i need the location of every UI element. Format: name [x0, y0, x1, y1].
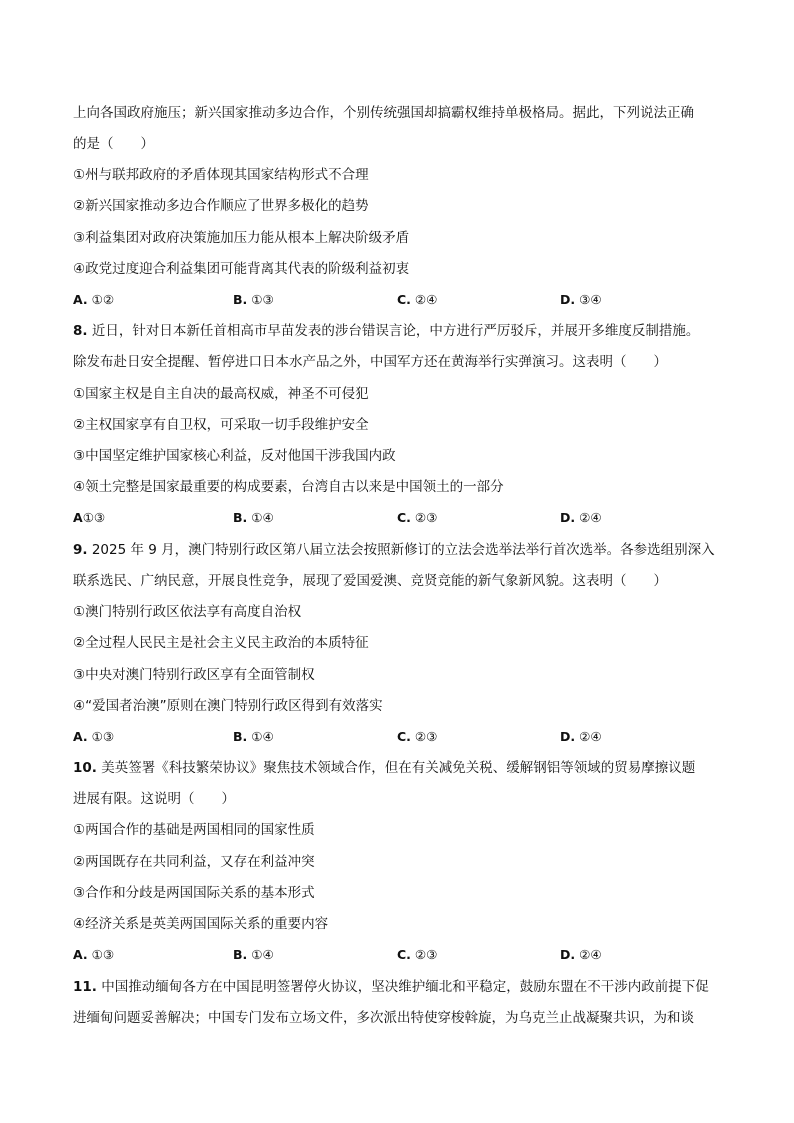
- q10-stem-line-2: 进展有限。这说明（ ）: [73, 791, 235, 807]
- q9-stem-line-2: 联系选民、广纳民意，开展良性竞争，展现了爱国爱澳、竞贤竞能的新气象新风貌。这表明（ ）: [73, 573, 667, 589]
- q7-item-4: ④政党过度迎合利益集团可能背离其代表的阶级利益初衷: [73, 261, 410, 277]
- q7-option-d[interactable]: D. ③④: [560, 292, 602, 307]
- q8-stem-line-2: 除发布赴日安全提醒、暂停进口日本水产品之外，中国军方还在黄海举行实弹演习。这表明（ ）: [73, 354, 667, 370]
- q10-item-3: ③合作和分歧是两国国际关系的基本形式: [73, 885, 315, 901]
- q8-option-d[interactable]: D. ②④: [560, 510, 602, 525]
- q10-item-4: ④经济关系是英美两国国际关系的重要内容: [73, 916, 329, 932]
- q11-stem-line-1: 11. 中国推动缅甸各方在中国昆明签署停火协议，坚决维护缅北和平稳定，鼓励东盟在不干涉内政前提下促: [73, 979, 709, 995]
- q9-item-4: ④“爱国者治澳”原则在澳门特别行政区得到有效落实: [73, 698, 383, 714]
- q8-option-a[interactable]: A①③: [73, 510, 106, 525]
- q9-item-2: ②全过程人民民主是社会主义民主政治的本质特征: [73, 635, 369, 651]
- q7-item-2: ②新兴国家推动多边合作顺应了世界多极化的趋势: [73, 198, 369, 214]
- q7-item-1: ①州与联邦政府的矛盾体现其国家结构形式不合理: [73, 167, 369, 183]
- q8-number: 8.: [73, 323, 88, 339]
- q9-option-b[interactable]: B. ①④: [233, 729, 274, 744]
- q8-item-4: ④领土完整是国家最重要的构成要素，台湾自古以来是中国领土的一部分: [73, 479, 504, 495]
- q9-option-a[interactable]: A. ①③: [73, 729, 115, 744]
- q9-item-1: ①澳门特别行政区依法享有高度自治权: [73, 604, 302, 620]
- q10-option-c[interactable]: C. ②③: [397, 947, 438, 962]
- q9-item-3: ③中央对澳门特别行政区享有全面管制权: [73, 667, 315, 683]
- q11-number: 11.: [73, 979, 97, 995]
- q8-stem-line-1: 8. 近日，针对日本新任首相高市早苗发表的涉台错误言论，中方进行严厉驳斥，并展开多维度反制措施。: [73, 323, 700, 339]
- q8-option-c[interactable]: C. ②③: [397, 510, 438, 525]
- q10-option-d[interactable]: D. ②④: [560, 947, 602, 962]
- q9-option-c[interactable]: C. ②③: [397, 729, 438, 744]
- q9-stem-line-1: 9. 2025 年 9 月，澳门特别行政区第八届立法会按照新修订的立法会选举法举行首次选举。各参选组别深入: [73, 542, 715, 558]
- q10-number: 10.: [73, 760, 97, 776]
- q7-option-c[interactable]: C. ②④: [397, 292, 438, 307]
- q10-stem-line-1: 10. 美英签署《科技繁荣协议》聚焦技术领域合作，但在有关减免关税、缓解钢铝等领域的贸易摩擦议题: [73, 760, 696, 776]
- q7-option-a[interactable]: A. ①②: [73, 292, 115, 307]
- q7-item-3: ③利益集团对政府决策施加压力能从根本上解决阶级矛盾: [73, 230, 410, 246]
- q8-option-b[interactable]: B. ①④: [233, 510, 274, 525]
- q10-item-2: ②两国既存在共同利益，又存在利益冲突: [73, 854, 315, 870]
- q8-item-3: ③中国坚定维护国家核心利益，反对他国干涉我国内政: [73, 448, 396, 464]
- q11-stem-line-2: 进缅甸问题妥善解决；中国专门发布立场文件，多次派出特使穿梭斡旋，为乌克兰止战凝聚共识，为和谈: [73, 1010, 694, 1026]
- q7-option-b[interactable]: B. ①③: [233, 292, 274, 307]
- q9-option-d[interactable]: D. ②④: [560, 729, 602, 744]
- q10-item-1: ①两国合作的基础是两国相同的国家性质: [73, 822, 315, 838]
- q7-stem-line-1: 上向各国政府施压；新兴国家推动多边合作，个别传统强国却搞霸权维持单极格局。据此，下列说法正确: [73, 105, 694, 121]
- q8-item-1: ①国家主权是自主自决的最高权威，神圣不可侵犯: [73, 386, 369, 402]
- q7-stem-line-2: 的是（ ）: [73, 136, 154, 152]
- q8-item-2: ②主权国家享有自卫权，可采取一切手段维护安全: [73, 417, 369, 433]
- q10-option-a[interactable]: A. ①③: [73, 947, 115, 962]
- q9-number: 9.: [73, 542, 88, 558]
- q10-option-b[interactable]: B. ①④: [233, 947, 274, 962]
